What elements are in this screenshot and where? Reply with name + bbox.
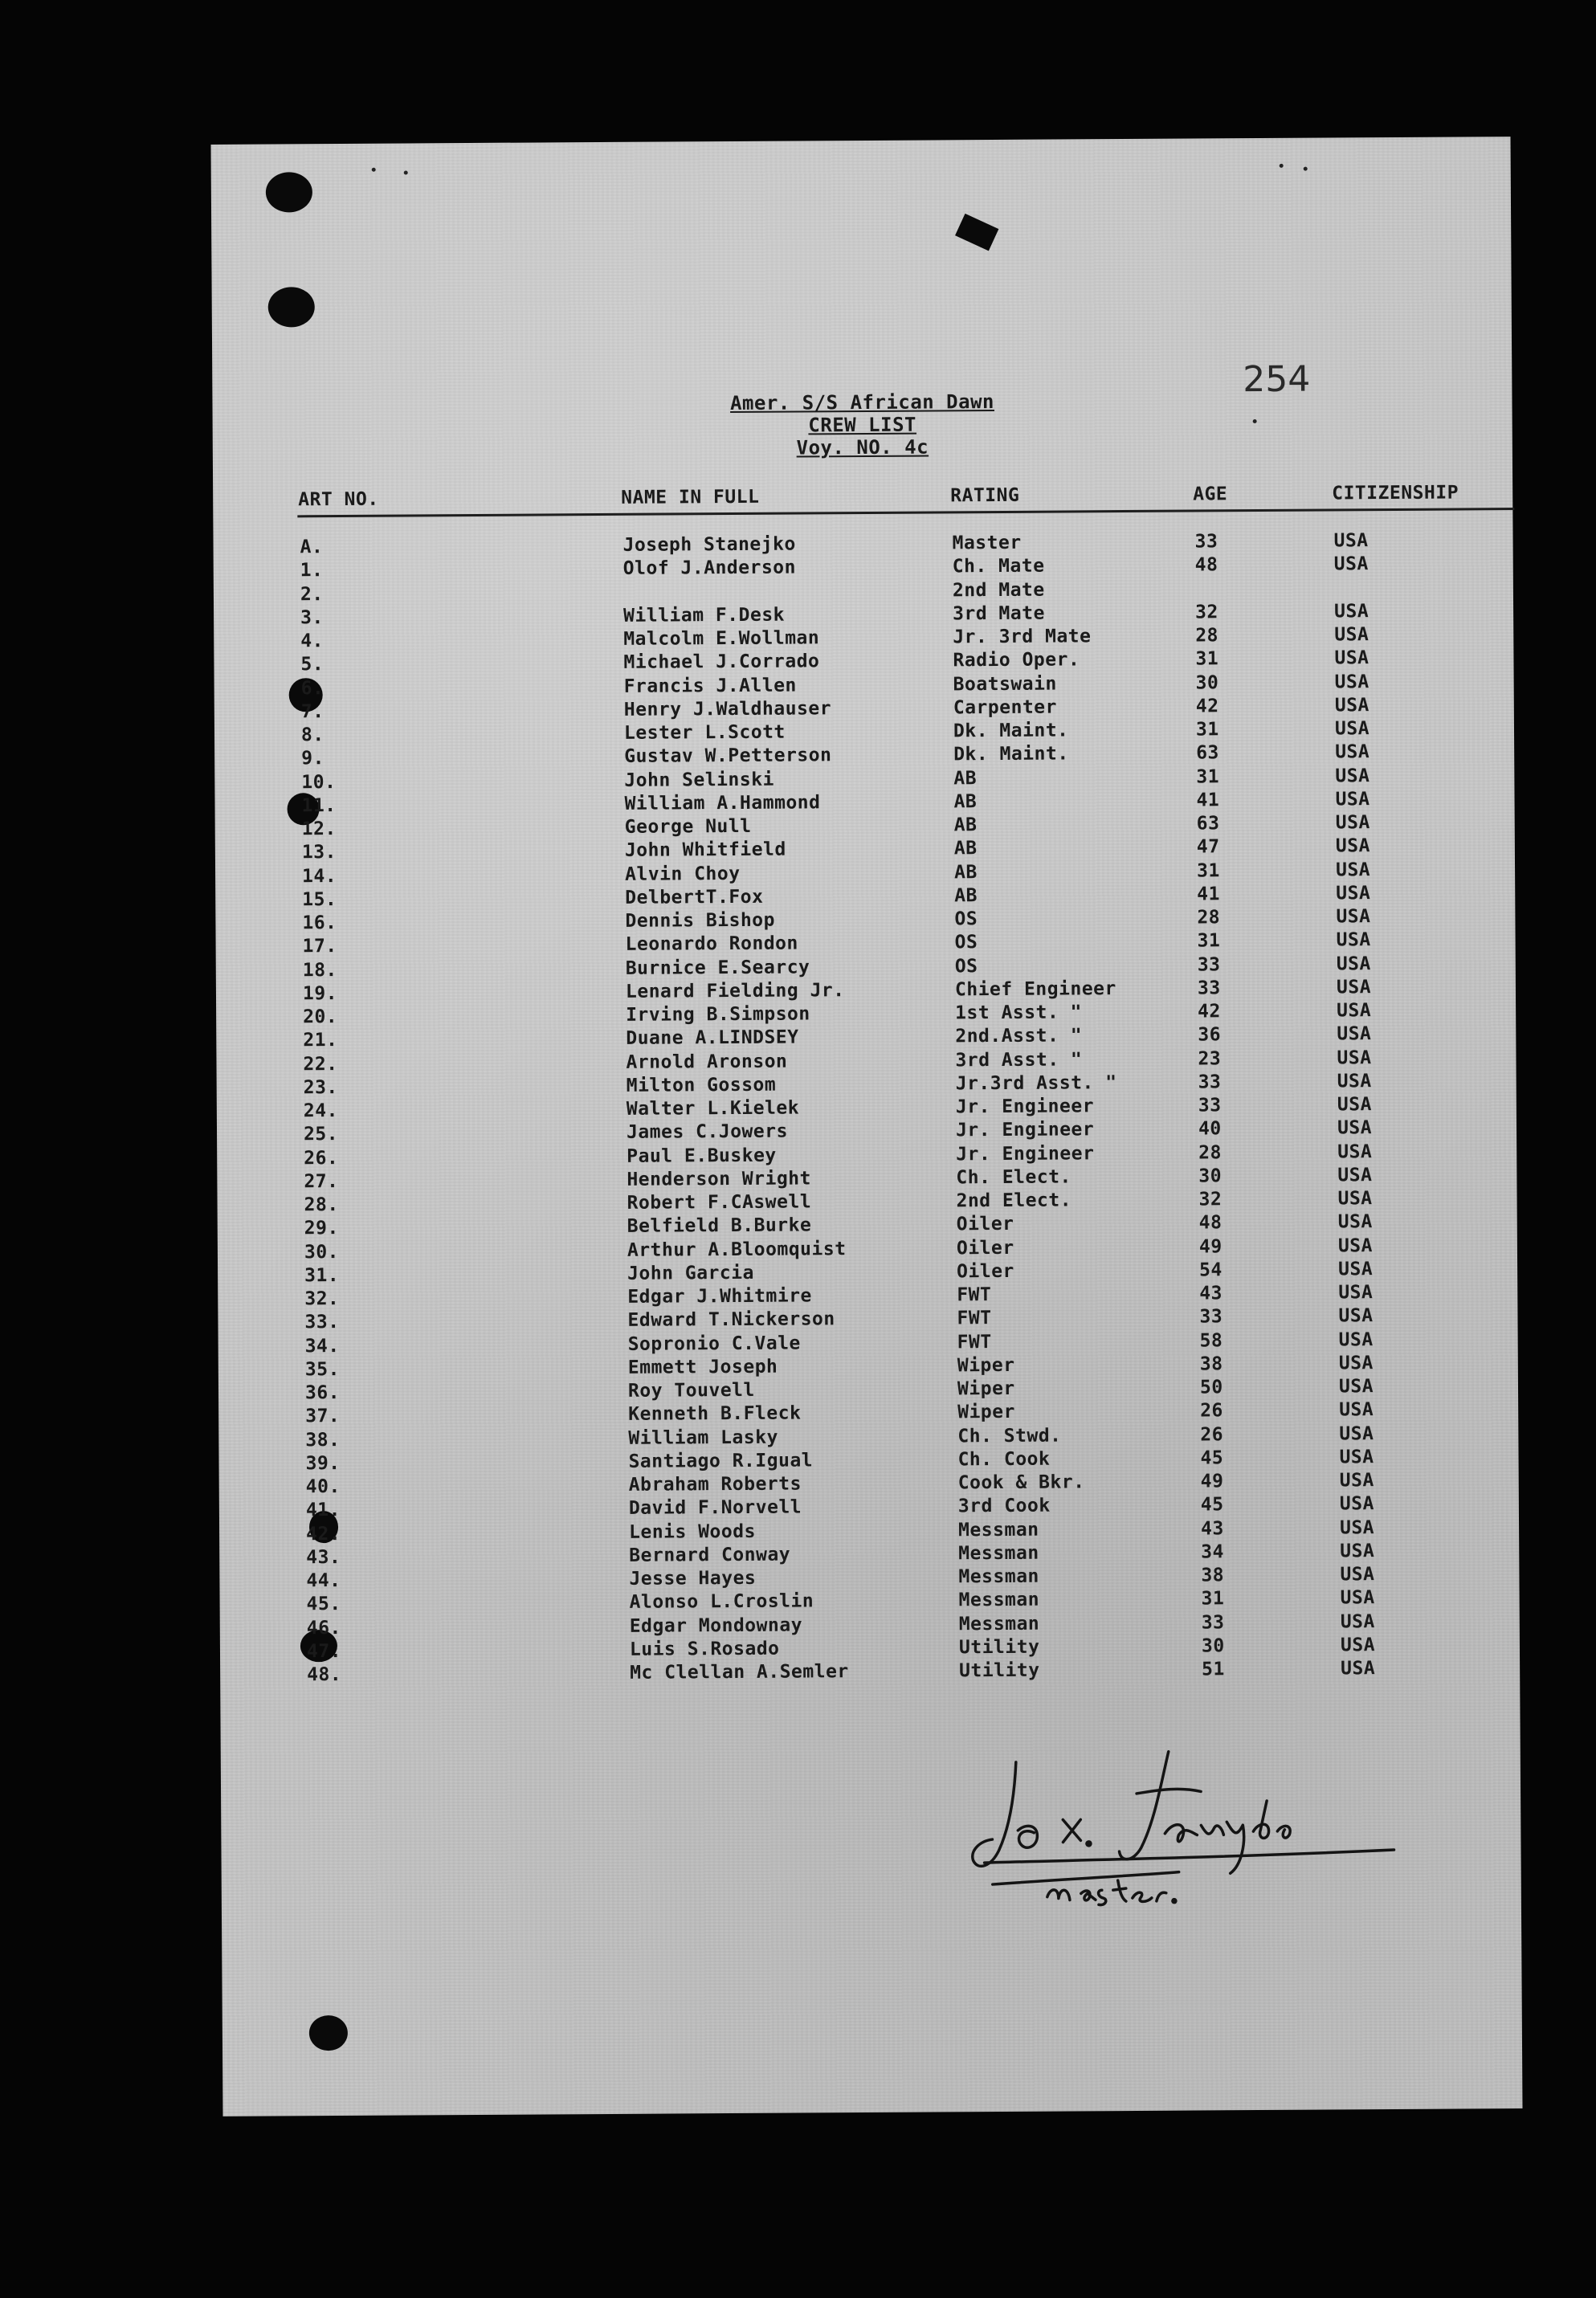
crew-citizenship: USA <box>1337 1164 1373 1186</box>
crew-rating: Chief Engineer <box>954 978 1116 1001</box>
crew-name: Roy Touvell <box>627 1379 755 1402</box>
art-no: 47. <box>306 1640 342 1663</box>
crew-name: William F.Desk <box>623 604 786 627</box>
crew-age: 47 <box>1196 836 1220 858</box>
art-no: 23. <box>303 1076 338 1099</box>
crew-rating: 1st Asst. " <box>955 1002 1083 1024</box>
art-no: 32. <box>304 1288 340 1310</box>
crew-rating: Wiper <box>957 1402 1016 1423</box>
crew-citizenship: USA <box>1340 1540 1375 1562</box>
crew-name: Lenis Woods <box>628 1520 756 1543</box>
art-no: 46. <box>306 1617 341 1639</box>
crew-rating: Jr. Engineer <box>956 1142 1095 1165</box>
crew-name: Paul E.Buskey <box>627 1145 777 1167</box>
crew-rating: Dk. Maint. <box>953 720 1069 742</box>
crew-age: 41 <box>1196 790 1220 811</box>
art-no: 41. <box>305 1500 341 1521</box>
crew-citizenship: USA <box>1340 1587 1375 1609</box>
art-no: 29. <box>304 1218 339 1239</box>
art-no: 24. <box>303 1100 338 1122</box>
crew-name: Malcolm E.Wollman <box>623 627 820 650</box>
crew-name: Irving B.Simpson <box>626 1003 810 1026</box>
punch-hole-top <box>266 172 312 212</box>
crew-citizenship: USA <box>1340 1610 1375 1632</box>
crew-citizenship: USA <box>1339 1493 1375 1515</box>
crew-citizenship: USA <box>1336 882 1371 904</box>
art-no: 2. <box>300 583 324 605</box>
crew-age: 33 <box>1198 1071 1222 1093</box>
crew-citizenship: USA <box>1339 1470 1374 1492</box>
art-no: 25. <box>303 1124 339 1145</box>
crew-age: 45 <box>1200 1447 1224 1469</box>
crew-citizenship: USA <box>1338 1376 1374 1398</box>
crew-rating: Utility <box>958 1636 1040 1659</box>
crew-rating: Messman <box>958 1613 1040 1635</box>
header-name: NAME IN FULL <box>621 486 760 508</box>
crew-rating: Boatswain <box>953 673 1057 695</box>
crew-rating: 3rd Cook <box>957 1495 1051 1517</box>
crew-citizenship: USA <box>1339 1516 1375 1538</box>
crew-name: Arthur A.Bloomquist <box>627 1238 847 1261</box>
crew-rating: AB <box>953 814 978 836</box>
art-no: 36. <box>304 1382 341 1404</box>
crew-rating: FWT <box>957 1308 992 1329</box>
crew-name: Walter L.Kielek <box>626 1097 800 1120</box>
art-no: 1. <box>300 560 324 582</box>
crew-rating: Master <box>952 532 1022 554</box>
art-no: A. <box>300 537 324 558</box>
crew-citizenship: USA <box>1337 1000 1372 1022</box>
crew-rating: Ch. Elect. <box>956 1166 1071 1189</box>
crew-rating: Jr. 3rd Mate <box>953 626 1092 648</box>
crew-age: 31 <box>1201 1588 1225 1610</box>
crew-rating: FWT <box>957 1331 992 1353</box>
crew-name: William A.Hammond <box>624 792 821 814</box>
crew-name: Kenneth B.Fleck <box>628 1402 802 1426</box>
crew-name: John Whitfield <box>624 839 786 862</box>
ship-name: Amer. S/S African Dawn <box>729 390 995 415</box>
crew-rating: Dk. Maint. <box>953 743 1069 765</box>
crew-age: 32 <box>1195 602 1218 623</box>
crew-age: 41 <box>1197 884 1221 905</box>
art-no: 19. <box>302 982 338 1005</box>
paper-tear <box>955 214 998 251</box>
art-no: 15. <box>302 888 337 911</box>
crew-citizenship: USA <box>1337 1023 1372 1045</box>
crew-age: 42 <box>1198 1001 1221 1022</box>
crew-rating: AB <box>953 790 978 813</box>
art-no: 7. <box>300 700 325 723</box>
crew-name: Gustav W.Petterson <box>624 745 832 768</box>
art-no: 26. <box>304 1147 339 1169</box>
crew-age: 33 <box>1197 953 1221 975</box>
crew-age: 45 <box>1200 1494 1224 1516</box>
crew-age: 63 <box>1196 742 1219 764</box>
crew-age: 33 <box>1194 531 1218 553</box>
page-number: 254 <box>1243 358 1311 401</box>
art-no: 5. <box>300 654 325 676</box>
art-no: 28. <box>304 1194 339 1216</box>
crew-citizenship: USA <box>1338 1329 1374 1350</box>
art-no: 13. <box>301 842 337 863</box>
art-no: 31. <box>304 1264 340 1287</box>
art-no: 44. <box>306 1570 341 1592</box>
crew-citizenship: USA <box>1335 741 1370 763</box>
crew-citizenship: USA <box>1339 1446 1374 1468</box>
art-no: 40. <box>305 1476 341 1498</box>
art-no: 17. <box>302 936 337 957</box>
crew-citizenship: USA <box>1337 1211 1373 1233</box>
crew-age: 26 <box>1200 1400 1223 1422</box>
crew-age: 31 <box>1197 930 1221 952</box>
art-no: 33. <box>304 1312 340 1333</box>
crew-name: Luis S.Rosado <box>629 1638 780 1660</box>
crew-citizenship: USA <box>1341 1658 1376 1680</box>
crew-name: Burnice E.Searcy <box>625 956 810 979</box>
crew-citizenship: USA <box>1337 1117 1373 1139</box>
crew-age: 31 <box>1196 765 1220 787</box>
crew-rating: Oiler <box>956 1237 1014 1259</box>
crew-age: 33 <box>1201 1611 1225 1633</box>
art-no: 39. <box>305 1452 341 1475</box>
crew-citizenship: USA <box>1338 1352 1374 1374</box>
art-no: 45. <box>306 1594 341 1615</box>
crew-name: David F.Norvell <box>628 1496 802 1520</box>
crew-rating: Ch. Cook <box>957 1448 1051 1471</box>
crew-citizenship: USA <box>1338 1305 1374 1327</box>
art-no: 27. <box>304 1170 339 1193</box>
art-no: 42. <box>306 1523 341 1545</box>
crew-citizenship: USA <box>1335 859 1371 880</box>
crew-age: 28 <box>1198 1141 1222 1163</box>
crew-name: Francis J.Allen <box>623 675 797 697</box>
crew-name: Arnold Aronson <box>626 1051 788 1073</box>
crew-age: 38 <box>1199 1353 1223 1375</box>
crew-rating: Messman <box>958 1542 1039 1565</box>
crew-age: 31 <box>1195 648 1219 670</box>
crew-name: John Garcia <box>627 1262 755 1284</box>
crew-age: 31 <box>1196 859 1220 881</box>
crew-age: 30 <box>1201 1635 1225 1657</box>
crew-name: Emmett Joseph <box>627 1356 778 1378</box>
crew-name: Michael J.Corrado <box>623 651 820 674</box>
crew-name: Duane A.LINDSEY <box>626 1027 799 1050</box>
crew-citizenship: USA <box>1333 553 1369 575</box>
crew-rating: Ch. Mate <box>952 555 1045 578</box>
punch-hole-bottom <box>309 2015 348 2051</box>
crew-rating: 2nd Mate <box>952 579 1045 601</box>
crew-age: 48 <box>1194 554 1218 576</box>
crew-age: 49 <box>1200 1471 1224 1492</box>
crew-name: Edgar Mondownay <box>629 1614 803 1637</box>
crew-citizenship: USA <box>1336 976 1372 998</box>
crew-age: 28 <box>1197 907 1221 929</box>
crew-age: 58 <box>1199 1329 1223 1351</box>
art-no: 9. <box>301 748 325 769</box>
crew-rating: OS <box>954 932 978 953</box>
crew-rating: Jr. Engineer <box>955 1096 1095 1118</box>
crew-citizenship: USA <box>1336 929 1371 951</box>
crew-name: John Selinski <box>624 769 774 791</box>
crew-name: Leonardo Rondon <box>625 933 798 956</box>
art-no: 48. <box>307 1664 342 1686</box>
crew-age: 33 <box>1199 1306 1223 1328</box>
crew-citizenship: USA <box>1334 647 1369 669</box>
crew-rating: Oiler <box>957 1260 1014 1283</box>
crew-name: William Lasky <box>628 1427 778 1449</box>
crew-rating: Messman <box>957 1519 1039 1541</box>
crew-rating: Wiper <box>957 1354 1015 1377</box>
crew-citizenship: USA <box>1340 1634 1376 1656</box>
crew-rating: 3rd Mate <box>953 602 1045 625</box>
crew-citizenship: USA <box>1337 1047 1372 1068</box>
crew-name: DelbertT.Fox <box>625 886 764 908</box>
art-no: 35. <box>304 1358 340 1381</box>
crew-citizenship: USA <box>1334 718 1370 740</box>
art-no: 11. <box>301 794 337 817</box>
crew-name: Mc Clellan A.Semler <box>630 1661 849 1684</box>
crew-age: 43 <box>1199 1283 1223 1304</box>
crew-age: 23 <box>1198 1047 1222 1069</box>
crew-name: Edward T.Nickerson <box>627 1308 835 1332</box>
art-no: 12. <box>301 818 337 840</box>
crew-citizenship: USA <box>1337 1094 1372 1116</box>
crew-name: Olof J.Anderson <box>622 557 797 580</box>
crew-rating: OS <box>954 908 978 930</box>
crew-rating: 2nd Elect. <box>956 1190 1072 1212</box>
crew-age: 28 <box>1195 625 1219 647</box>
crew-age: 51 <box>1202 1659 1225 1680</box>
crew-age: 26 <box>1200 1423 1224 1445</box>
art-no: 34. <box>304 1335 340 1357</box>
crew-age: 49 <box>1198 1235 1223 1257</box>
crew-citizenship: USA <box>1336 953 1371 974</box>
art-no: 20. <box>303 1006 338 1028</box>
crew-name: Edgar J.Whitmire <box>627 1285 812 1308</box>
crew-rating: AB <box>954 884 978 907</box>
crew-age: 33 <box>1197 978 1221 999</box>
crew-name: Sopronio C.Vale <box>627 1333 801 1355</box>
crew-citizenship: USA <box>1334 694 1369 716</box>
header-art-no: ART NO. <box>298 488 379 511</box>
crew-name: Milton Gossom <box>626 1074 777 1096</box>
crew-name: Alvin Choy <box>624 863 741 885</box>
crew-rating: Cook & Bkr. <box>957 1471 1085 1494</box>
crew-citizenship: USA <box>1335 812 1370 834</box>
art-no: 18. <box>302 959 337 981</box>
crew-name: Abraham Roberts <box>628 1473 802 1496</box>
art-no: 4. <box>300 631 325 652</box>
crew-citizenship: USA <box>1334 600 1369 622</box>
speck <box>404 170 408 174</box>
crew-citizenship: USA <box>1336 906 1371 928</box>
crew-rating: OS <box>954 955 978 977</box>
crew-rating: 3rd Asst. " <box>955 1048 1083 1071</box>
crew-age: 36 <box>1198 1024 1222 1046</box>
art-no: 38. <box>305 1429 341 1451</box>
crew-rating: Jr.3rd Asst. " <box>955 1071 1117 1095</box>
header-age: AGE <box>1193 484 1228 505</box>
crew-citizenship: USA <box>1339 1422 1374 1444</box>
crew-name: Lenard Fielding Jr. <box>625 979 845 1002</box>
art-no: 10. <box>301 771 337 793</box>
crew-citizenship: USA <box>1337 1188 1373 1210</box>
crew-rating: Carpenter <box>953 696 1058 719</box>
crew-name: Henderson Wright <box>627 1168 812 1190</box>
crew-rating: AB <box>953 838 978 859</box>
crew-rating: Radio Oper. <box>953 649 1080 671</box>
crew-name: Alonso L.Croslin <box>629 1590 814 1614</box>
crew-rating: Oiler <box>956 1214 1014 1235</box>
list-title: CREW LIST <box>808 413 917 437</box>
crew-age: 31 <box>1195 719 1219 741</box>
crew-age: 43 <box>1200 1517 1224 1539</box>
crew-citizenship: USA <box>1339 1399 1374 1421</box>
crew-rating: Utility <box>959 1659 1040 1682</box>
header-rating: RATING <box>950 484 1020 507</box>
art-no: 16. <box>302 912 337 934</box>
crew-citizenship: USA <box>1337 1070 1372 1092</box>
crew-age: 63 <box>1196 813 1220 835</box>
crew-name: Joseph Stanejko <box>622 533 796 556</box>
speck <box>1280 164 1284 168</box>
crew-citizenship: USA <box>1335 765 1370 786</box>
art-no: 8. <box>300 725 325 746</box>
art-no: 3. <box>300 606 324 629</box>
art-no: 22. <box>303 1053 338 1075</box>
crew-citizenship: USA <box>1337 1141 1373 1162</box>
crew-citizenship: USA <box>1334 671 1369 692</box>
crew-age: 32 <box>1198 1189 1223 1210</box>
header-citizenship: CITIZENSHIP <box>1332 482 1459 504</box>
crew-citizenship: USA <box>1335 788 1370 810</box>
crew-citizenship: USA <box>1338 1258 1374 1280</box>
crew-name: Jesse Hayes <box>629 1567 757 1590</box>
speck <box>1304 167 1308 171</box>
master-signature <box>968 1744 1418 1915</box>
crew-rating: Jr. Engineer <box>955 1119 1095 1141</box>
crew-age: 54 <box>1199 1259 1223 1281</box>
crew-name: James C.Jowers <box>626 1120 788 1144</box>
crew-name: Belfield B.Burke <box>627 1214 812 1238</box>
crew-citizenship: USA <box>1338 1282 1374 1304</box>
crew-rating: Wiper <box>957 1378 1015 1400</box>
crew-age: 30 <box>1198 1165 1223 1187</box>
crew-age: 48 <box>1198 1212 1223 1234</box>
crew-age: 33 <box>1198 1095 1222 1116</box>
crew-citizenship: USA <box>1337 1235 1374 1256</box>
crew-age: 34 <box>1201 1541 1225 1563</box>
art-no: 21. <box>303 1030 338 1051</box>
crew-name: Santiago R.Igual <box>628 1450 814 1472</box>
crew-table <box>213 529 1512 1686</box>
crew-age: 42 <box>1195 696 1219 717</box>
crew-rating: FWT <box>957 1284 992 1306</box>
crew-rating: AB <box>953 861 978 883</box>
crew-citizenship: USA <box>1334 624 1369 646</box>
voyage-number: Voy. NO. 4c <box>796 435 929 459</box>
crew-age: 38 <box>1201 1565 1225 1586</box>
crew-name: Robert F.CAswell <box>627 1191 812 1214</box>
crew-age: 30 <box>1195 671 1219 693</box>
art-no: 6. <box>300 677 325 699</box>
crew-citizenship: USA <box>1340 1564 1375 1586</box>
speck <box>372 168 376 172</box>
art-no: 37. <box>305 1406 341 1427</box>
crew-name: Lester L.Scott <box>623 721 786 744</box>
punch-hole-upper <box>268 287 315 327</box>
crew-rating: Messman <box>958 1565 1039 1588</box>
crew-age: 40 <box>1198 1118 1222 1140</box>
crew-rating: 2nd.Asst. " <box>955 1025 1083 1047</box>
art-no: 43. <box>306 1546 341 1569</box>
crew-citizenship: USA <box>1335 835 1371 857</box>
crew-age: 50 <box>1199 1377 1223 1398</box>
crew-rating: Messman <box>958 1589 1040 1611</box>
crew-citizenship: USA <box>1333 530 1369 552</box>
crew-rating: Ch. Stwd. <box>957 1425 1062 1447</box>
art-no: 14. <box>302 865 337 887</box>
crew-name: Bernard Conway <box>629 1544 791 1566</box>
crew-name: Henry J.Waldhauser <box>623 698 832 720</box>
art-no: 30. <box>304 1241 340 1263</box>
crew-name: Dennis Bishop <box>625 909 776 932</box>
crew-rating: AB <box>953 767 978 789</box>
crew-list-document <box>211 137 1523 2116</box>
crew-name: George Null <box>624 815 752 838</box>
